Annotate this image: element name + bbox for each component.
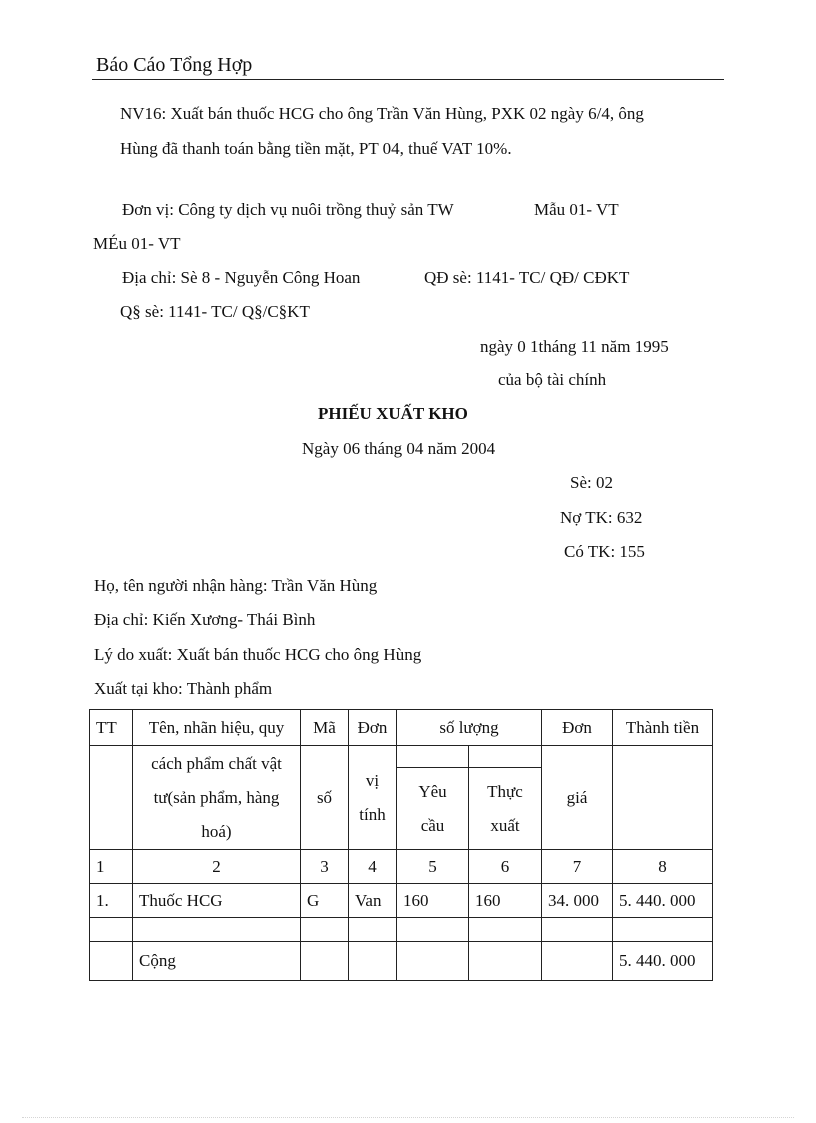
decision-number-garbled: Q§ sè: 1141- TC/ Q§/C§KT <box>120 302 310 321</box>
col-header-requested-1: Yêu <box>418 781 447 801</box>
unit-address: Địa chỉ: Sè 8 - Nguyễn Công Hoan <box>122 268 361 287</box>
col-header-code-1: Mã <box>301 710 349 746</box>
col-header-total: Thành tiền <box>613 710 713 746</box>
credit-account: Có TK: 155 <box>564 542 645 561</box>
goods-issue-table <box>89 709 713 981</box>
warehouse: Xuất tại kho: Thành phẩm <box>94 679 273 698</box>
index-row <box>90 850 713 884</box>
col-header-tt: TT <box>90 710 133 746</box>
item-code: G <box>301 884 349 918</box>
table-row <box>90 884 713 918</box>
col-header-code-2: số <box>301 746 349 850</box>
item-tt: 1. <box>90 884 133 918</box>
total-row <box>90 942 713 981</box>
intro-line-1: NV16: Xuất bán thuốc HCG cho ông Trần Văn Hùng, PXK 02 ngày 6/4, ông <box>120 104 644 123</box>
page-bottom-dotted-line <box>22 1117 794 1118</box>
col-header-requested <box>397 768 469 850</box>
col-header-unit-rest <box>349 746 397 850</box>
grand-total: 5. 440. 000 <box>613 942 713 981</box>
col-header-price-2: giá <box>542 746 613 850</box>
unit-name: Đơn vị: Công ty dịch vụ nuôi trồng thuỷ sản TW <box>122 200 454 219</box>
col-header-name-rest <box>133 746 301 850</box>
index-cell: 1 <box>90 850 133 884</box>
header-divider <box>92 79 724 80</box>
item-name: Thuốc HCG <box>133 884 301 918</box>
item-total: 5. 440. 000 <box>613 884 713 918</box>
item-actual: 160 <box>469 884 542 918</box>
col-header-name-2: cách phẩm chất vật <box>151 753 282 773</box>
decision-number: QĐ sè: 1141- TC/ QĐ/ CĐKT <box>424 268 630 287</box>
intro-line-2: Hùng đã thanh toán bằng tiền mặt, PT 04, thuế VAT 10%. <box>120 139 512 158</box>
col-header-name-3: tư(sản phẩm, hàng <box>153 787 280 807</box>
empty-row <box>90 918 713 942</box>
header-row-2 <box>90 746 713 768</box>
col-header-name-4: hoá) <box>201 821 232 841</box>
col-header-actual-2: xuất <box>490 815 520 835</box>
col-header-unit-2: vị <box>365 770 380 790</box>
item-unit: Van <box>349 884 397 918</box>
total-label: Cộng <box>133 942 301 981</box>
index-cell: 3 <box>301 850 349 884</box>
debit-account: Nợ TK: 632 <box>560 508 643 527</box>
form-number-garbled: MÉu 01- VT <box>93 234 181 253</box>
index-cell: 7 <box>542 850 613 884</box>
issue-reason: Lý do xuất: Xuất bán thuốc HCG cho ông Hùng <box>94 645 422 664</box>
decision-date: ngày 0 1tháng 11 năm 1995 <box>480 337 669 356</box>
col-header-requested-2: cầu <box>420 815 445 835</box>
col-header-name-1: Tên, nhãn hiệu, quy <box>133 710 301 746</box>
slip-number: Sè: 02 <box>570 473 613 492</box>
slip-date: Ngày 06 tháng 04 năm 2004 <box>302 439 496 458</box>
col-header-actual-1: Thực <box>487 781 523 801</box>
col-header-unit-3: tính <box>359 804 386 824</box>
ministry: của bộ tài chính <box>498 370 607 389</box>
col-header-quantity: số lượng <box>397 710 542 746</box>
index-cell: 6 <box>469 850 542 884</box>
col-header-price-1: Đơn <box>542 710 613 746</box>
index-cell: 4 <box>349 850 397 884</box>
item-requested: 160 <box>397 884 469 918</box>
item-price: 34. 000 <box>542 884 613 918</box>
index-cell: 2 <box>133 850 301 884</box>
col-header-actual <box>469 768 542 850</box>
slip-title: PHIẾU XUẤT KHO <box>318 404 468 423</box>
index-cell: 8 <box>613 850 713 884</box>
col-header-unit-1: Đơn <box>349 710 397 746</box>
recipient-address: Địa chỉ: Kiến Xương- Thái Bình <box>94 610 316 629</box>
recipient-name: Họ, tên người nhận hàng: Trần Văn Hùng <box>94 576 378 595</box>
index-cell: 5 <box>397 850 469 884</box>
header-row-1 <box>90 710 713 746</box>
report-title: Báo Cáo Tổng Hợp <box>96 54 253 76</box>
form-number: Mẫu 01- VT <box>534 200 619 219</box>
